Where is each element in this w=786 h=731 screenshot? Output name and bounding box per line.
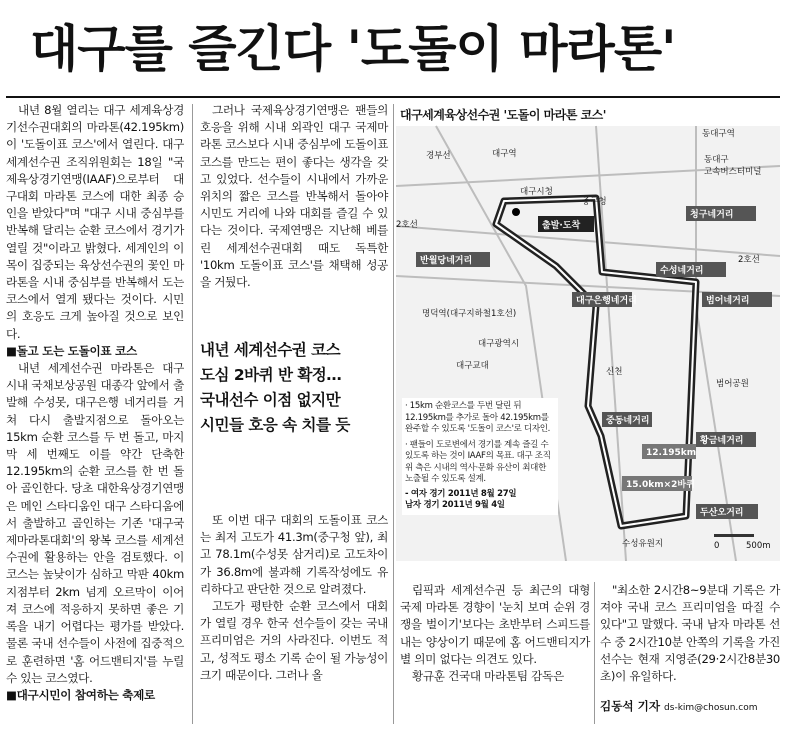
headline: 대구를 즐긴다 '도돌이 마라톤' xyxy=(30,20,676,78)
subheading: ■돌고 도는 도돌이표 코스 xyxy=(6,343,137,358)
intersection-label: 대구은행네거리 xyxy=(576,296,637,306)
course-map xyxy=(396,106,780,561)
map-label: 신천 xyxy=(606,367,623,377)
map-label: 2호선 xyxy=(738,255,760,265)
intersection-label: 중동네거리 xyxy=(606,416,650,426)
distance-label: 12.195km xyxy=(646,448,697,458)
map-label: 중구청 xyxy=(582,197,607,207)
byline-name: 김동석 기자 xyxy=(600,699,661,713)
map-label: 대구교대 xyxy=(456,361,489,371)
column-2-bottom xyxy=(200,512,388,684)
subheading: ■대구시민이 참여하는 축제로 xyxy=(6,687,155,702)
paragraph: 황규훈 건국대 마라톤팀 감독은 xyxy=(412,669,564,684)
pull-quote-line: 시민들 호응 속 치를 듯 xyxy=(200,416,350,434)
start-label: 출발·도착 xyxy=(542,221,581,231)
map-notes xyxy=(402,398,558,515)
map-label: 2호선 xyxy=(396,220,418,230)
map-label: 동대구역 xyxy=(702,129,735,139)
intersection-label: 수성네거리 xyxy=(660,266,704,276)
column-3 xyxy=(400,582,590,685)
map-label: 경부선 xyxy=(426,151,451,161)
pull-quote xyxy=(200,338,390,498)
pull-quote-line: 도심 2바퀴 반 확정… xyxy=(200,366,342,384)
map-label: 범어공원 xyxy=(716,379,749,389)
pull-quote-line: 내년 세계선수권 코스 xyxy=(200,341,341,359)
headline-rule xyxy=(6,96,780,98)
column-4 xyxy=(600,582,780,685)
paragraph: "최소한 2시간8~9분대 기록은 가져야 국내 코스 프리미엄을 따질 수 있다"고 말했다. 국내 남자 마라톤 선수 중 2시간10분 안쪽의 기록을 가진 선수는 현재 지영준(29·2시간8분30초)이 유일하다. xyxy=(600,583,780,684)
intersection-label: 범어네거리 xyxy=(706,296,750,306)
map-scale: 0 xyxy=(714,541,720,551)
map-scale: 500m xyxy=(746,541,771,551)
intersection-label: 청구네거리 xyxy=(690,210,734,220)
race-date: - 여자 경기 2011년 8월 27일 xyxy=(405,488,517,499)
map-label: 대구역 xyxy=(492,149,517,159)
map-label: 고속버스터미널 xyxy=(704,167,762,177)
map-label: 명덕역(대구지하철1호선) xyxy=(422,309,517,319)
map-title: 대구세계육상선수권 '도돌이 마라톤 코스' xyxy=(400,108,606,122)
distance-label: 15.0km×2바퀴 xyxy=(626,480,695,490)
scale-bar xyxy=(714,534,754,537)
column-divider xyxy=(594,582,595,724)
map-label: 동대구 xyxy=(704,155,729,165)
paragraph: 내년 8월 열리는 대구 세계육상경기선수권대회의 마라톤(42.195km)이 '도돌이표 코스'에서 열린다. 대구세계선수권 조직위원회는 18일 "국제육상경기연맹(IAAF)으로부터 대구대회 마라톤 코스에 대한 최종 승인을 받았다"며 "대구 시내 중심부를 반복해 달리는 순환 코스에서 경기가 열릴 것"이라고 밝혔다. 세계인의 이목이 집중되는 육상선수권의 꽃인 마라톤을 시내 중심부를 반복해서 도는 코스에서 열게 됐다는 것이다. 시민의 호응도 크게 높아질 것으로 보인다. xyxy=(6,103,184,341)
paragraph: 림픽과 세계선수권 등 최근의 대형 국제 마라톤 경향이 '눈치 보며 순위 경쟁을 벌이기'보다는 초반부터 스피드를 내는 양상이기 때문에 홈 어드밴티지가 별 의미 없다는 의견도 있다. xyxy=(400,583,590,666)
column-2-top xyxy=(200,102,388,291)
intersection-label: 두산오거리 xyxy=(700,508,744,518)
column-divider xyxy=(192,104,193,724)
byline xyxy=(600,698,758,714)
map-label: 수성유원지 xyxy=(622,539,664,549)
paragraph: 내년 세계선수권 마라톤은 대구 시내 국채보상공원 대종각 앞에서 출발해 수성못, 대구은행 네거리를 거쳐 다시 출발지점으로 돌아오는 15km 순환 코스를 두 번 돌고, 마지막 세 번째도 이를 약간 단축한 12.195km의 순환 코스를 한 번 돌아 골인한다. 당초 대한육상경기연맹은 메인 스타디움인 대구 스타디움에서 출발하고 골인하는 기존 '대구국제마라톤대회'의 왕복 코스를 세계선수권에 활용하는 안을 검토했다. 이 코스는 높낮이가 심하고 막판 40km 지점부터 2km 넘게 오르막이 이어져 코스에 적응하지 못하면 좋은 기록을 내기 어렵다는 평가를 받았다. 물론 국내 선수들이 사전에 집중적으로 훈련하면 '홈 어드밴티지'를 누릴 수 있는 코스였다. xyxy=(6,361,184,685)
start-point xyxy=(512,208,520,216)
intersection-label: 황금네거리 xyxy=(700,436,744,446)
column-1 xyxy=(6,102,184,704)
pull-quote-line: 국내선수 이점 없지만 xyxy=(200,391,341,409)
byline-email: ds-kim@chosun.com xyxy=(664,703,758,713)
intersection-label: 반월당네거리 xyxy=(420,256,473,266)
map-label: 대구시청 xyxy=(520,187,553,197)
paragraph: 그러나 국제육상경기연맹은 팬들의 호응을 위해 시내 외곽인 대구 국제마라톤 코스보다 시내 중심부에 도돌이표 코스를 만드는 편이 좋다는 생각을 갖고 있었다. 선수들이 시내에서 가까운 위치의 짧은 코스를 반복해서 돌아야 시민도 거리에 나와 대회를 즐길 수 있다는 것이다. 국제연맹은 지난해 베를린 세계선수권대회 때도 독특한 '10km 도돌이표 코스'를 채택해 성공을 거뒀다. xyxy=(200,103,388,290)
map-note: · 팬들이 도로변에서 경기를 계속 즐길 수 있도록 하는 것이 IAAF의 목표. 대구 조직위 측은 시내의 역사·문화 유산이 최대한 노출될 수 있도록 설계. xyxy=(405,439,551,484)
map-note: · 15km 순환코스를 두번 달린 뒤 12.195km를 추가로 돌아 42.195km를 완주할 수 있도록 '도돌이 코스'로 디자인. xyxy=(405,401,551,434)
map-label: 대구광역시 xyxy=(478,339,520,349)
race-date: 남자 경기 2011년 9월 4일 xyxy=(405,500,505,510)
column-divider xyxy=(393,104,394,724)
paragraph: 고도가 평탄한 순환 코스에서 대회가 열릴 경우 한국 선수들이 갖는 국내 프리미엄은 거의 사라진다. 이번도 적고, 성적도 평소 기록 순이 될 가능성이 크기 때문이다. 그러나 올 xyxy=(200,599,388,682)
paragraph: 또 이번 대구 대회의 도돌이표 코스는 최저 고도가 41.3m(중구청 앞), 최고 78.1m(수성못 삼거리)로 고도차이가 36.8m에 불과해 기록작성에도 유리하다고 판단한 것으로 알려졌다. xyxy=(200,513,388,596)
